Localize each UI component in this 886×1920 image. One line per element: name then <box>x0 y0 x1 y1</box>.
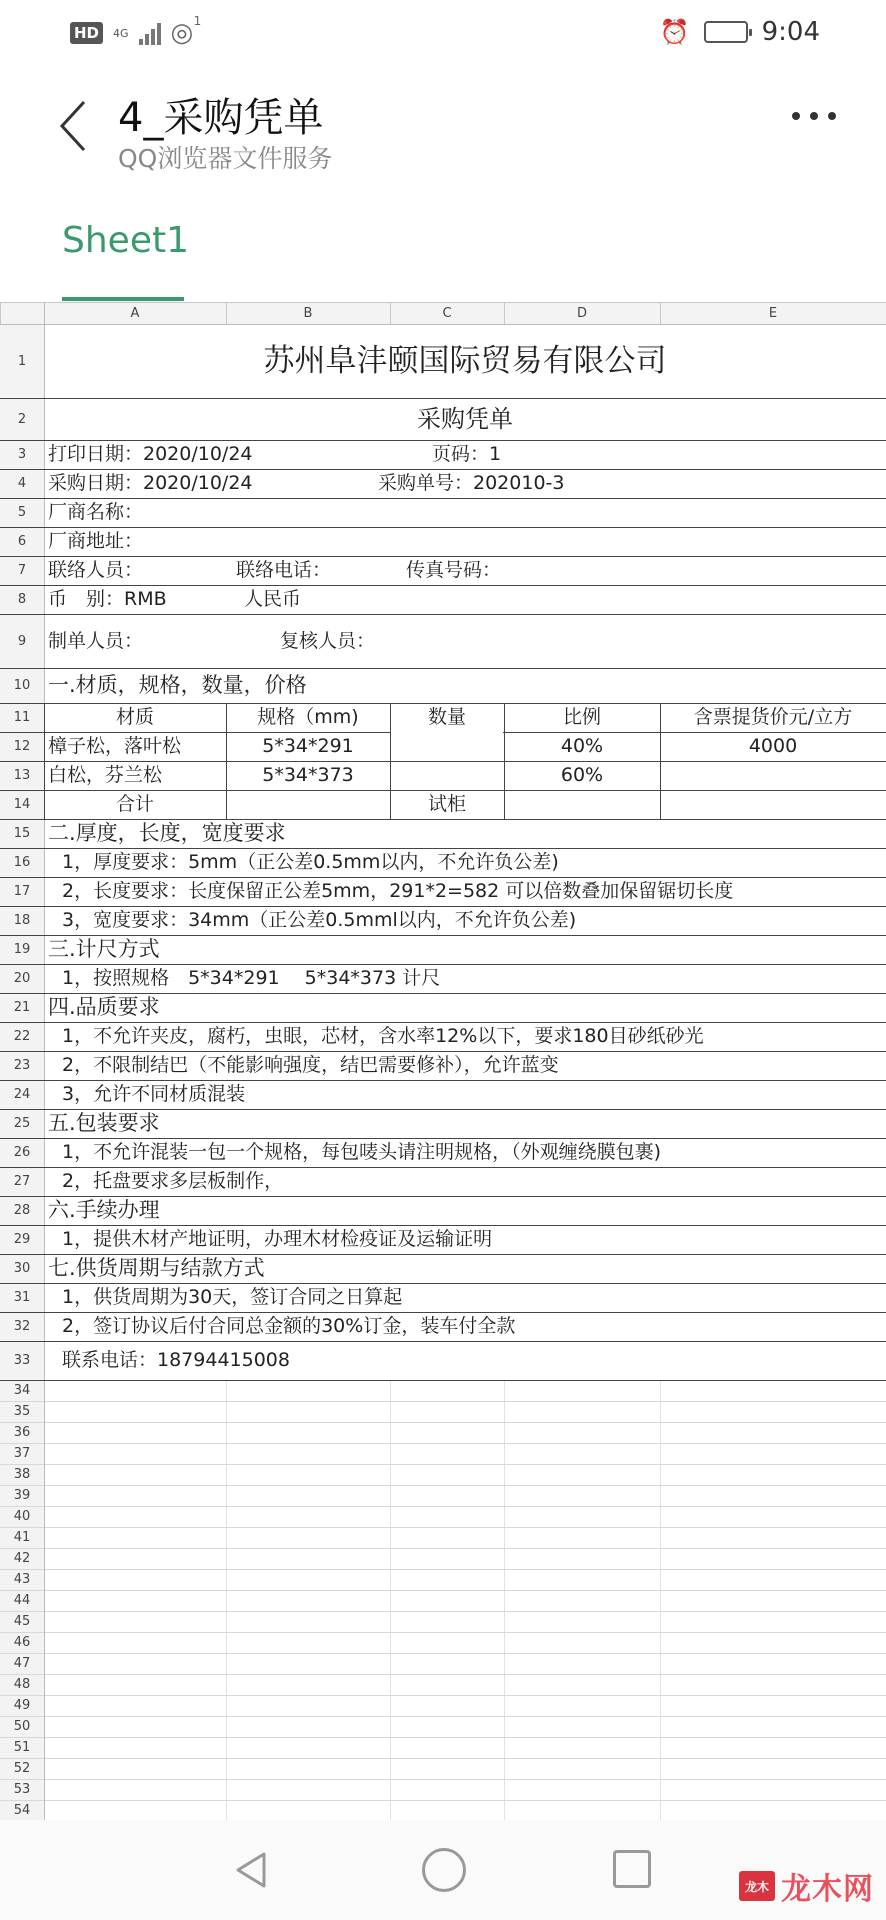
row-header[interactable]: 7 <box>17 563 27 578</box>
row-header[interactable]: 35 <box>13 1404 31 1419</box>
page-subtitle: QQ浏览器文件服务 <box>118 144 333 173</box>
purchase-date[interactable]: 采购日期：2020/10/24 <box>48 472 253 494</box>
section-2-heading[interactable]: 二.厚度，长度，宽度要求 <box>48 821 286 845</box>
more-dot-icon <box>792 112 800 120</box>
packing-requirement-1[interactable]: 1，不允许混装一包一个规格，每包唛头请注明规格，（外观缠绕膜包裹) <box>62 1141 662 1163</box>
row-header[interactable]: 1 <box>17 353 27 369</box>
row-header[interactable]: 40 <box>13 1509 31 1524</box>
row-header[interactable]: 44 <box>13 1593 31 1608</box>
row-header[interactable]: 26 <box>13 1145 31 1160</box>
hotspot-count: 1 <box>193 14 202 28</box>
table-row-1-material[interactable]: 樟子松，落叶松 <box>48 735 182 757</box>
row-header[interactable]: 30 <box>13 1261 31 1276</box>
row-header[interactable]: 42 <box>13 1551 31 1566</box>
column-header-a[interactable]: A <box>130 305 140 321</box>
watermark <box>739 1864 874 1908</box>
table-row-1-ratio[interactable]: 40% <box>560 735 604 757</box>
row-header[interactable]: 29 <box>13 1232 31 1247</box>
section-3-heading[interactable]: 三.计尺方式 <box>48 937 160 961</box>
row-header[interactable]: 11 <box>13 710 31 725</box>
cells-layer <box>0 302 886 1820</box>
packing-requirement-2[interactable]: 2，托盘要求多层板制作， <box>62 1170 284 1192</box>
row-header[interactable]: 54 <box>13 1803 31 1818</box>
row-header[interactable]: 45 <box>13 1614 31 1629</box>
reviewed-by[interactable]: 复核人员： <box>280 629 376 652</box>
row-header[interactable]: 8 <box>17 592 27 607</box>
nav-back-icon[interactable] <box>230 1848 274 1892</box>
row-header[interactable]: 15 <box>13 826 31 841</box>
section-5-heading[interactable]: 五.包装要求 <box>48 1111 160 1135</box>
battery-icon <box>704 21 748 43</box>
row-header[interactable]: 27 <box>13 1174 31 1189</box>
vendor-address[interactable]: 厂商地址： <box>48 530 144 552</box>
row-header[interactable]: 24 <box>13 1087 31 1102</box>
row-header[interactable]: 20 <box>13 971 31 986</box>
page-number[interactable]: 页码：1 <box>432 443 502 465</box>
print-date[interactable]: 打印日期：2020/10/24 <box>48 443 253 465</box>
row-header[interactable]: 52 <box>13 1761 31 1776</box>
row-header[interactable]: 49 <box>13 1698 31 1713</box>
row-header[interactable]: 32 <box>13 1319 31 1334</box>
row-header[interactable]: 22 <box>13 1029 31 1044</box>
status-bar <box>0 0 886 66</box>
tab-sheet1[interactable]: Sheet1 <box>62 220 189 261</box>
status-icons-left <box>70 14 202 48</box>
table-header-price[interactable]: 含票提货价元/立方 <box>693 706 853 728</box>
hotspot-icon: ◎ 1 <box>170 14 202 48</box>
chevron-left-icon <box>58 100 88 152</box>
row-header[interactable]: 28 <box>13 1203 31 1218</box>
trial-cabinet-label[interactable]: 试柜 <box>427 793 466 815</box>
row-header[interactable]: 13 <box>13 768 31 783</box>
vendor-name[interactable]: 厂商名称： <box>48 501 144 523</box>
row-header[interactable]: 50 <box>13 1719 31 1734</box>
row-header[interactable]: 3 <box>17 447 27 462</box>
row-header[interactable]: 2 <box>17 411 27 427</box>
clock: 9:04 <box>761 17 820 47</box>
more-options-button[interactable] <box>792 112 836 120</box>
table-row-2-material[interactable]: 白松，芬兰松 <box>48 764 163 786</box>
currency-name[interactable]: 人民币 <box>244 588 302 610</box>
status-icons-right <box>660 14 820 50</box>
table-row-2-ratio[interactable]: 60% <box>560 764 604 786</box>
navigation-bar <box>0 1820 886 1920</box>
row-header[interactable]: 51 <box>13 1740 31 1755</box>
more-dot-icon <box>810 112 818 120</box>
length-requirement[interactable]: 2，长度要求：长度保留正公差5mm，291*2=582 可以倍数叠加保留锯切长度 <box>62 880 734 902</box>
row-header[interactable]: 39 <box>13 1488 31 1503</box>
sheet-tabs <box>0 186 886 302</box>
row-header[interactable]: 25 <box>13 1116 31 1131</box>
section-4-heading[interactable]: 四.品质要求 <box>48 995 160 1019</box>
prepared-by[interactable]: 制单人员： <box>48 629 144 652</box>
section-7-heading[interactable]: 七.供货周期与结款方式 <box>48 1256 265 1280</box>
company-name[interactable]: 苏州阜沣颐国际贸易有限公司 <box>263 342 667 379</box>
supply-term-1[interactable]: 1，供货周期为30天，签订合同之日算起 <box>62 1286 403 1308</box>
row-header[interactable]: 6 <box>17 534 27 549</box>
row-header[interactable]: 43 <box>13 1572 31 1587</box>
table-header-spec[interactable]: 规格（mm) <box>257 706 359 728</box>
row-header[interactable]: 53 <box>13 1782 31 1797</box>
row-header[interactable]: 41 <box>13 1530 31 1545</box>
fax-number[interactable]: 传真号码： <box>406 559 502 581</box>
section-6-heading[interactable]: 六.手续办理 <box>48 1198 160 1222</box>
row-header[interactable]: 23 <box>13 1058 31 1073</box>
currency-label[interactable]: 币 别：RMB <box>48 588 167 610</box>
procedure-1[interactable]: 1，提供木材产地证明，办理木材检疫证及运输证明 <box>62 1228 493 1250</box>
nav-home-icon[interactable] <box>422 1848 466 1892</box>
quality-requirement-2[interactable]: 2，不限制结巴（不能影响强度，结巴需要修补），允许蓝变 <box>62 1054 559 1076</box>
contact-phone[interactable]: 联络电话： <box>236 559 332 581</box>
title-bar <box>0 66 886 186</box>
table-header-material[interactable]: 材质 <box>115 706 154 728</box>
row-header[interactable]: 14 <box>13 797 31 812</box>
row-header[interactable]: 16 <box>13 855 31 870</box>
width-requirement[interactable]: 3，宽度要求：34mm（正公差0.5mml以内，不允许负公差) <box>62 909 577 931</box>
nav-recent-apps-icon[interactable] <box>613 1850 651 1888</box>
row-header[interactable]: 19 <box>13 942 31 957</box>
contact-telephone[interactable]: 联系电话：18794415008 <box>62 1349 290 1371</box>
row-header[interactable]: 17 <box>13 884 31 899</box>
row-header[interactable]: 12 <box>13 739 31 754</box>
column-header-b[interactable]: B <box>303 305 313 321</box>
watermark-logo: 龙木 <box>739 1871 775 1901</box>
tab-active-indicator <box>62 297 184 301</box>
row-header[interactable]: 34 <box>13 1383 31 1398</box>
row-header[interactable]: 31 <box>13 1290 31 1305</box>
signal-icon <box>139 21 161 45</box>
row-header[interactable]: 36 <box>13 1425 31 1440</box>
column-header-e[interactable]: E <box>768 305 778 321</box>
page-title: 4_采购凭单 <box>118 95 324 141</box>
row-header[interactable]: 5 <box>17 505 27 520</box>
row-header[interactable]: 46 <box>13 1635 31 1650</box>
table-row-2-spec[interactable]: 5*34*373 <box>262 764 354 786</box>
row-header[interactable]: 48 <box>13 1677 31 1692</box>
table-row-1-spec[interactable]: 5*34*291 <box>262 735 354 757</box>
row-header[interactable]: 38 <box>13 1467 31 1482</box>
row-header[interactable]: 37 <box>13 1446 31 1461</box>
row-header[interactable]: 9 <box>17 633 27 649</box>
row-header[interactable]: 18 <box>13 913 31 928</box>
thickness-requirement[interactable]: 1，厚度要求：5mm（正公差0.5mm以内，不允许负公差) <box>62 851 559 873</box>
more-dot-icon <box>828 112 836 120</box>
quality-requirement-3[interactable]: 3，允许不同材质混装 <box>62 1083 246 1105</box>
column-header-c[interactable]: C <box>442 305 452 321</box>
row-header[interactable]: 47 <box>13 1656 31 1671</box>
document-title[interactable]: 采购凭单 <box>417 405 513 433</box>
column-header-d[interactable]: D <box>576 305 587 321</box>
network-type: 4G <box>113 26 129 40</box>
row-header[interactable]: 4 <box>17 476 27 491</box>
measure-method[interactable]: 1，按照规格 5*34*291 5*34*373 计尺 <box>62 967 441 989</box>
row-header[interactable]: 21 <box>13 1000 31 1015</box>
total-label[interactable]: 合计 <box>115 793 154 815</box>
supply-term-2[interactable]: 2，签订协议后付合同总金额的30%订金，装车付全款 <box>62 1315 516 1337</box>
quality-requirement-1[interactable]: 1，不允许夹皮，腐朽，虫眼，芯材，含水率12%以下，要求180目砂纸砂光 <box>62 1025 704 1047</box>
table-header-quantity[interactable]: 数量 <box>427 706 466 728</box>
alarm-icon: ⏰ <box>659 18 690 46</box>
section-1-heading[interactable]: 一.材质，规格，数量，价格 <box>48 673 307 697</box>
contact-person[interactable]: 联络人员： <box>48 559 144 581</box>
row-header[interactable]: 33 <box>13 1353 31 1368</box>
back-button[interactable] <box>48 96 98 156</box>
purchase-order-number[interactable]: 采购单号：202010-3 <box>378 472 565 494</box>
hd-badge: HD <box>70 22 103 44</box>
table-header-ratio[interactable]: 比例 <box>562 706 601 728</box>
watermark-text: 龙木网 <box>781 1872 874 1907</box>
row-header[interactable]: 10 <box>13 678 31 693</box>
spreadsheet-grid[interactable] <box>0 302 886 1820</box>
table-row-1-price[interactable]: 4000 <box>748 735 798 757</box>
